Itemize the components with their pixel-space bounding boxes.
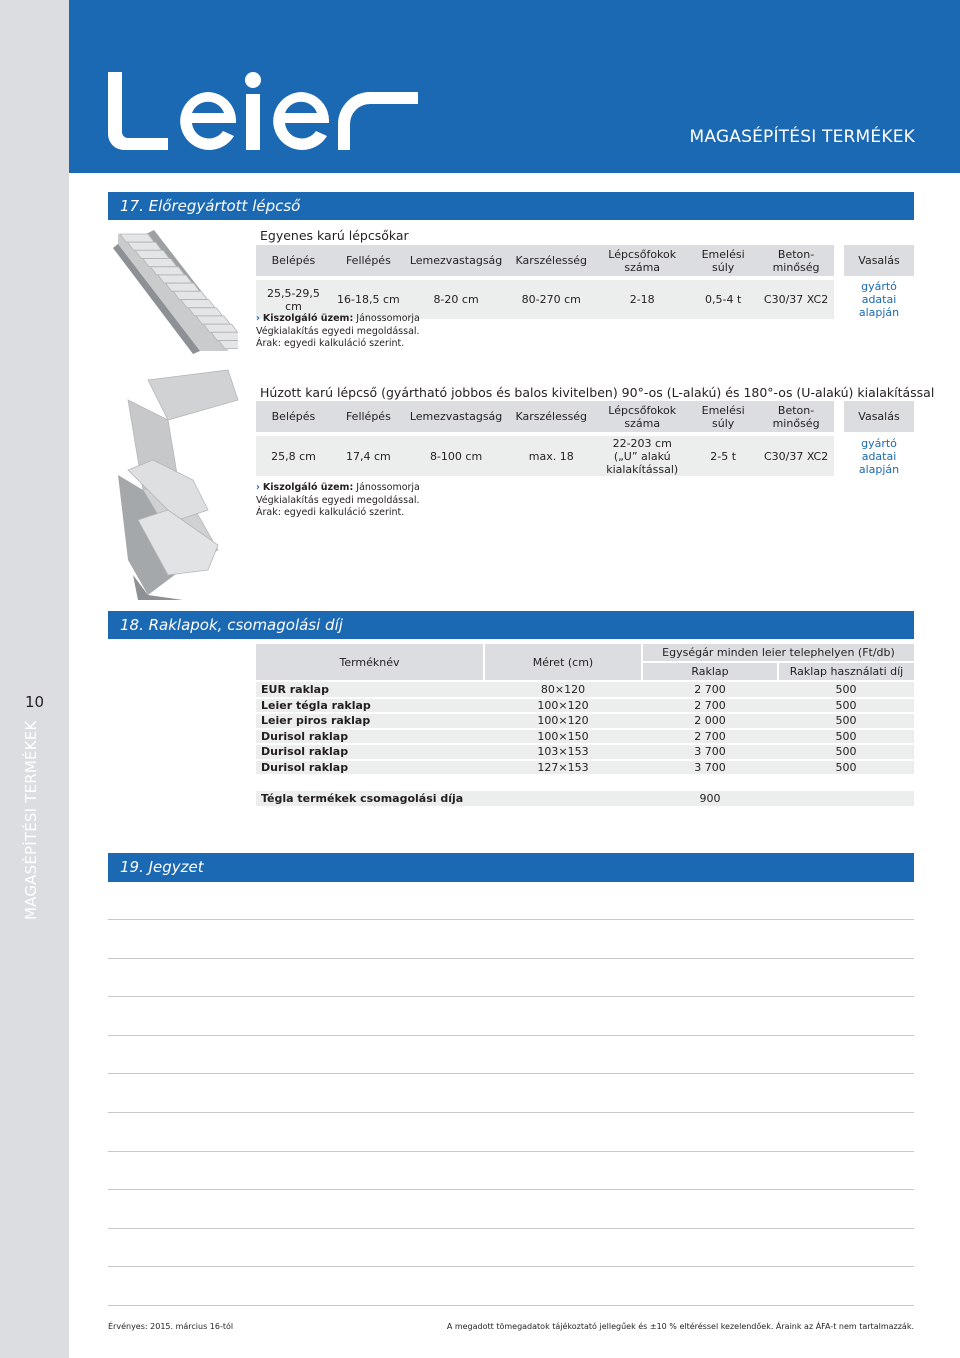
note-line bbox=[108, 996, 914, 997]
col-karsz: Karszélesség bbox=[506, 401, 596, 432]
table-row bbox=[256, 729, 914, 745]
pallet-price: 2 000 bbox=[642, 713, 778, 729]
note-line bbox=[108, 1228, 914, 1229]
stair-step bbox=[120, 234, 154, 242]
col-beton: Beton- minőség bbox=[758, 245, 834, 276]
pallet-use-fee: 500 bbox=[778, 729, 914, 745]
stair-step bbox=[135, 250, 169, 258]
section-17-title: 17. Előregyártott lépcső bbox=[108, 192, 914, 220]
val-vasalas: gyártó adatai alapján bbox=[844, 436, 914, 476]
note-line bbox=[108, 1305, 914, 1306]
pallet-name: EUR raklap bbox=[256, 682, 484, 698]
col-emelesi: Emelési súly bbox=[688, 401, 758, 432]
col-raklap-use: Raklap használati díj bbox=[778, 662, 914, 680]
footer-disclaimer: A megadott tömegadatok tájékoztató jellegűek és ±10 % eltéréssel kezelendőek. Áraink az ÁFA-t nem tartalmazzák. bbox=[446, 1322, 914, 1331]
stair-step bbox=[196, 316, 230, 324]
col-belepes: Belépés bbox=[256, 401, 331, 432]
plant-label: Kiszolgáló üzem: bbox=[262, 482, 354, 493]
note-line bbox=[108, 1112, 914, 1113]
stair-step bbox=[143, 259, 177, 267]
pallet-use-fee: 500 bbox=[778, 744, 914, 760]
stair2-subtitle: Húzott karú lépcső (gyártható jobbos és balos kivitelben) 90°-os (L-alakú) és 180°-os (U-alakú) kialakítással bbox=[260, 385, 935, 400]
col-price-group: Egységár minden leier telephelyen (Ft/db) bbox=[642, 644, 914, 662]
table-row bbox=[256, 698, 914, 714]
footer-validity: Érvényes: 2015. március 16-tól bbox=[108, 1322, 234, 1331]
stair-step bbox=[150, 267, 184, 275]
pallet-size: 127×153 bbox=[484, 760, 642, 776]
pallet-name: Leier tégla raklap bbox=[256, 698, 484, 714]
pallet-price: 2 700 bbox=[642, 682, 778, 698]
val-lemez: 8-100 cm bbox=[406, 436, 506, 476]
table-row bbox=[256, 760, 914, 776]
stair-step bbox=[166, 283, 200, 291]
pallet-name: Leier piros raklap bbox=[256, 713, 484, 729]
col-fellepes: Fellépés bbox=[331, 245, 406, 276]
pallet-price-table bbox=[256, 644, 914, 808]
col-vasalas: Vasalás bbox=[844, 245, 914, 276]
stair-step bbox=[158, 275, 192, 283]
pallet-price: 3 700 bbox=[642, 760, 778, 776]
stair-step bbox=[204, 324, 238, 332]
table-row bbox=[256, 682, 914, 698]
pallet-price: 2 700 bbox=[642, 698, 778, 714]
val-karsz: 80-270 cm bbox=[506, 280, 596, 319]
col-lepcsofokok: Lépcsőfokok száma bbox=[596, 245, 688, 276]
side-band bbox=[0, 0, 69, 1358]
pallet-size: 80×120 bbox=[484, 682, 642, 698]
note-line bbox=[108, 958, 914, 959]
col-belepes: Belépés bbox=[256, 245, 331, 276]
col-lemez: Lemezvastagság bbox=[406, 245, 506, 276]
val-lemez: 8-20 cm bbox=[406, 280, 506, 319]
packaging-row bbox=[256, 791, 914, 807]
col-vasalas: Vasalás bbox=[844, 401, 914, 432]
section-19-title: 19. Jegyzet bbox=[108, 853, 914, 882]
leier-logo bbox=[108, 70, 418, 152]
note-line bbox=[108, 1266, 914, 1267]
val-karsz: max. 18 bbox=[506, 436, 596, 476]
stair-step bbox=[181, 300, 215, 308]
col-emelesi: Emelési súly bbox=[688, 245, 758, 276]
header-banner bbox=[69, 0, 960, 173]
pallet-size: 103×153 bbox=[484, 744, 642, 760]
stair1-subtitle: Egyenes karú lépcsőkar bbox=[260, 228, 409, 243]
val-belepes: 25,8 cm bbox=[256, 436, 331, 476]
pallet-use-fee: 500 bbox=[778, 760, 914, 776]
val-beton: C30/37 XC2 bbox=[758, 280, 834, 319]
col-beton: Beton- minőség bbox=[758, 401, 834, 432]
col-termeknev: Terméknév bbox=[256, 644, 484, 680]
stair-step bbox=[188, 308, 222, 316]
stair-step bbox=[173, 291, 207, 299]
section-18-title: 18. Raklapok, csomagolási díj bbox=[108, 611, 914, 639]
pallet-name: Durisol raklap bbox=[256, 729, 484, 745]
page-number: 10 bbox=[24, 693, 45, 711]
table-row bbox=[256, 713, 914, 729]
val-vasalas: gyártó adatai alapján bbox=[844, 280, 914, 319]
col-lemez: Lemezvastagság bbox=[406, 401, 506, 432]
packaging-name: Tégla termékek csomagolási díja bbox=[256, 791, 642, 807]
table-row bbox=[256, 744, 914, 760]
pallet-use-fee: 500 bbox=[778, 682, 914, 698]
val-lepcsofokok: 2-18 bbox=[596, 280, 688, 319]
val-emelesi: 2-5 t bbox=[688, 436, 758, 476]
winding-stair-image bbox=[108, 360, 248, 600]
col-karsz: Karszélesség bbox=[506, 245, 596, 276]
col-lepcsofokok: Lépcsőfokok száma bbox=[596, 401, 688, 432]
val-fellepes: 17,4 cm bbox=[331, 436, 406, 476]
col-raklap: Raklap bbox=[642, 662, 778, 680]
stair-step bbox=[128, 242, 162, 250]
pallet-price: 2 700 bbox=[642, 729, 778, 745]
header-title: MAGASÉPÍTÉSI TERMÉKEK bbox=[689, 127, 915, 147]
pallet-size: 100×120 bbox=[484, 713, 642, 729]
col-meret: Méret (cm) bbox=[484, 644, 642, 680]
pallet-name: Durisol raklap bbox=[256, 744, 484, 760]
val-beton: C30/37 XC2 bbox=[758, 436, 834, 476]
pallet-use-fee: 500 bbox=[778, 713, 914, 729]
straight-stair-image bbox=[108, 226, 238, 356]
pallet-size: 100×120 bbox=[484, 698, 642, 714]
note-line bbox=[108, 1151, 914, 1152]
val-lepcsofokok: 22-203 cm („U” alakú kialakítással) bbox=[596, 436, 688, 476]
val-fellepes: 16-18,5 cm bbox=[331, 280, 406, 319]
note-line bbox=[108, 919, 914, 920]
stair2-notes: › Kiszolgáló üzem: Jánossomorja Végkialakítás egyedi megoldással. Árak: egyedi kalkuláció szerint. bbox=[256, 482, 420, 518]
col-fellepes: Fellépés bbox=[331, 401, 406, 432]
pallet-name: Durisol raklap bbox=[256, 760, 484, 776]
stair2-spec-table bbox=[256, 401, 914, 476]
pallet-size: 100×150 bbox=[484, 729, 642, 745]
pallet-use-fee: 500 bbox=[778, 698, 914, 714]
pallet-price: 3 700 bbox=[642, 744, 778, 760]
note-line bbox=[108, 1073, 914, 1074]
stair1-spec-table bbox=[256, 245, 914, 319]
packaging-price: 900 bbox=[642, 791, 778, 807]
note-line bbox=[108, 1035, 914, 1036]
vertical-section-label: MAGASÉPÍTÉSI TERMÉKEK bbox=[22, 720, 40, 920]
val-belepes: 25,5-29,5 cm bbox=[256, 280, 331, 319]
note-line bbox=[108, 1189, 914, 1190]
stair1-notes: › Kiszolgáló üzem: Jánossomorja Végkialakítás egyedi megoldással. Árak: egyedi kalkuláció szerint. bbox=[256, 313, 420, 349]
plant-label: Kiszolgáló üzem: bbox=[262, 313, 354, 324]
val-emelesi: 0,5-4 t bbox=[688, 280, 758, 319]
